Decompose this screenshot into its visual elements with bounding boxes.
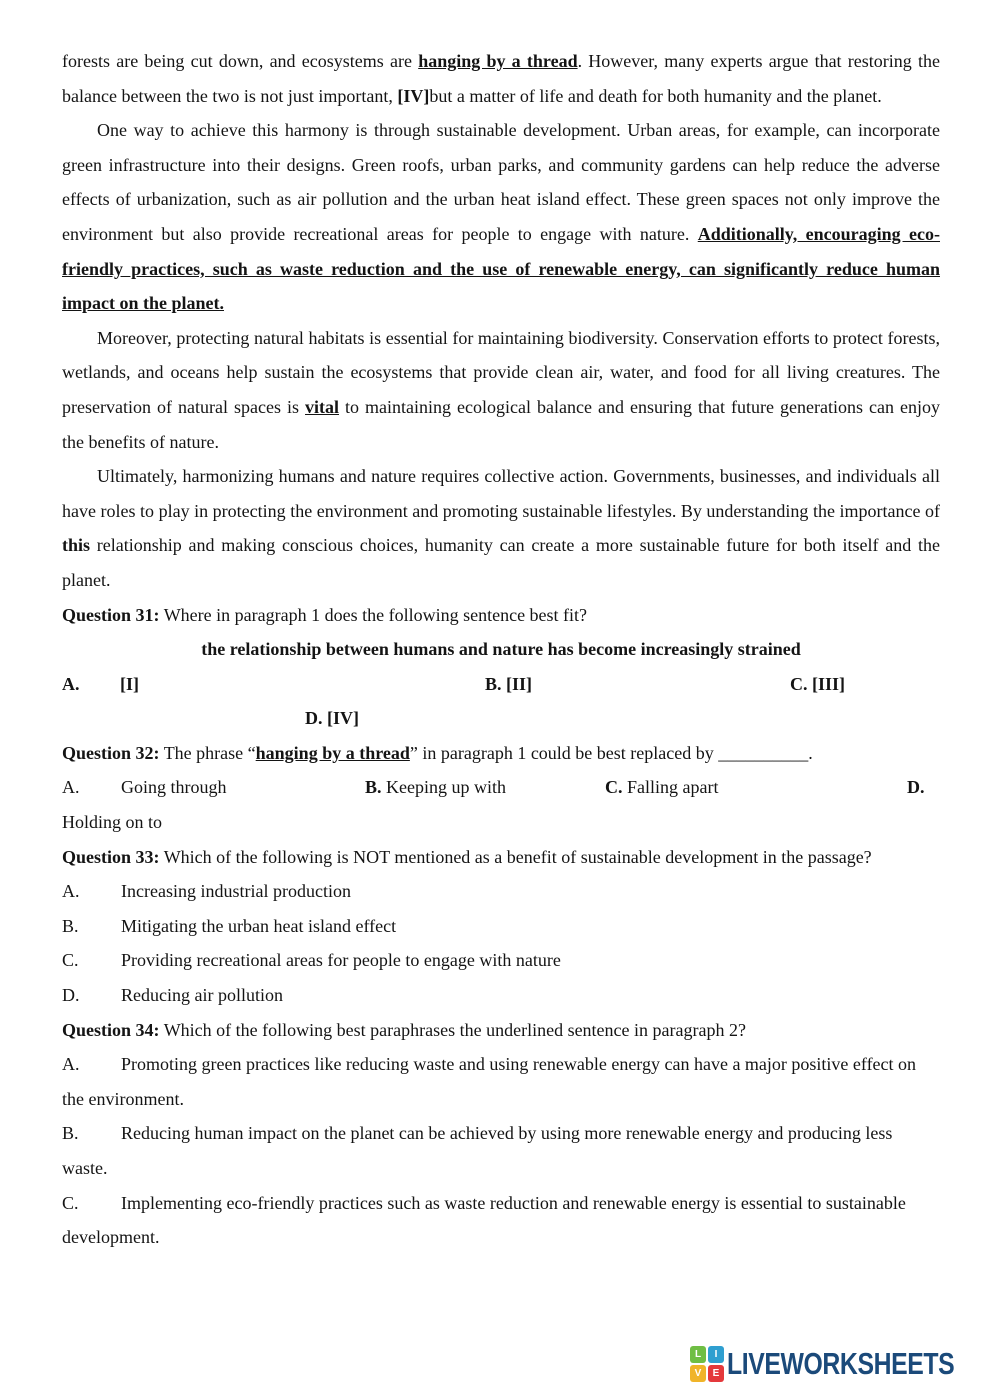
q33-option-b[interactable] (62, 909, 940, 944)
question-31-options-row-1 (62, 667, 940, 702)
question-34-label: Question 34: (62, 1019, 160, 1040)
tile-letter-e: E (708, 1365, 724, 1382)
liveworksheets-wordmark: LIVEWORKSHEETS (727, 1345, 955, 1381)
q32-option-b-label: B. (365, 777, 382, 798)
passage-underlined-sentence: Additionally, encouraging eco-friendly practices, such as waste reduction and the use of renewable energy, can significantly reduce human impact on the planet. (62, 223, 940, 314)
q31-option-d[interactable] (305, 701, 359, 736)
question-32-text: ” in paragraph 1 could be best replaced by __________. (409, 742, 813, 763)
q31-option-d-value: [IV] (327, 708, 359, 729)
q31-option-c-label: C. (790, 673, 808, 694)
liveworksheets-tiles-icon (690, 1346, 724, 1382)
tile-letter-i: I (708, 1346, 724, 1363)
passage-word-vital: vital (305, 396, 340, 417)
question-33-text: Which of the following is NOT mentioned as a benefit of sustainable development in the passage? (159, 846, 872, 867)
passage-text: . However, many experts argue that restoring the balance between the two is not just important, (62, 51, 940, 106)
passage-text: relationship and making conscious choices, humanity can create a more sustainable future for both itself and the planet. (62, 535, 940, 590)
q31-option-d-label: D. (305, 708, 323, 729)
worksheet-page (62, 44, 940, 1255)
passage-text: Moreover, protecting natural habitats is essential for maintaining biodiversity. Conservation efforts to protect forests, wetlands, and oceans help sustain the ecosystems that provide clean air, water, and food for all living creatures. The preservation of natural spaces is (62, 327, 940, 417)
q34-option-c-text: Implementing eco-friendly practices such as waste reduction and renewable energy is essential to sustainable development. (62, 1192, 906, 1248)
question-34-text: Which of the following best paraphrases the underlined sentence in paragraph 2? (159, 1019, 746, 1040)
q31-option-b-label: B. (485, 673, 502, 694)
q33-option-c-text: Providing recreational areas for people to engage with nature (121, 950, 561, 971)
q34-option-c[interactable] (62, 1186, 940, 1255)
q31-option-c[interactable] (790, 667, 845, 702)
q32-option-a-label[interactable]: A. (62, 777, 80, 798)
q33-option-d[interactable] (62, 978, 940, 1013)
passage-paragraph-1 (62, 44, 940, 113)
passage-text: Ultimately, harmonizing humans and nature requires collective action. Governments, businesses, and individuals all have roles to play in protecting the environment and promoting sustainable lifestyles. By understanding the importance of (62, 466, 940, 521)
question-32-label: Question 32: (62, 742, 160, 763)
question-31 (62, 598, 940, 633)
passage-paragraph-3 (62, 321, 940, 459)
q33-option-b-label: B. (62, 915, 79, 936)
q32-option-b-value: Keeping up with (386, 777, 506, 798)
passage-paragraph-4 (62, 459, 940, 597)
q32-option-c[interactable] (605, 770, 718, 805)
q32-option-d-label[interactable]: D. (907, 777, 925, 798)
q33-option-c[interactable] (62, 943, 940, 978)
question-31-inserted-sentence: the relationship between humans and nature has become increasingly strained (201, 639, 801, 660)
question-31-options-row-2 (62, 701, 940, 736)
q33-option-a-label: A. (62, 881, 80, 902)
passage-text: One way to achieve this harmony is through sustainable development. Urban areas, for example, can incorporate green infrastructure into their designs. Green roofs, urban parks, and community gardens can help reduce the adverse effects of urbanization, such as air pollution and the urban heat island effect. These green spaces not only improve the environment but also provide recreational areas for people to engage with nature. (62, 120, 940, 244)
q33-option-d-label: D. (62, 985, 80, 1006)
question-32 (62, 736, 940, 771)
question-32-options-row (62, 770, 940, 805)
q34-option-a-label: A. (62, 1054, 80, 1075)
question-31-label: Question 31: (62, 604, 160, 625)
q31-option-b-value: [II] (506, 673, 533, 694)
passage-text: but a matter of life and death for both humanity and the planet. (429, 85, 882, 106)
passage-marker-iv: [IV] (397, 85, 430, 106)
passage-text: to maintaining ecological balance and ensuring that future generations can enjoy the benefits of nature. (62, 396, 940, 452)
passage-text: forests are being cut down, and ecosystems are (62, 51, 419, 71)
q32-option-a-value[interactable]: Going through (121, 777, 227, 798)
q33-option-c-label: C. (62, 950, 79, 971)
q32-option-d-value[interactable]: Holding on to (62, 812, 163, 833)
question-33-label: Question 33: (62, 846, 160, 867)
q33-option-d-text: Reducing air pollution (121, 985, 283, 1006)
q34-option-a-text: Promoting green practices like reducing waste and using renewable energy can have a major positive effect on the environment. (62, 1054, 917, 1109)
passage-phrase-hanging-by-a-thread: hanging by a thread (418, 51, 578, 71)
q34-option-b[interactable] (62, 1116, 940, 1185)
q34-option-b-label: B. (62, 1123, 79, 1144)
tile-letter-v: V (690, 1365, 706, 1382)
q31-option-a-label[interactable]: A. (62, 673, 80, 694)
q33-option-b-text: Mitigating the urban heat island effect (121, 915, 397, 936)
tile-letter-l: L (690, 1346, 706, 1363)
question-32-text: The phrase “ (159, 742, 256, 763)
q34-option-b-text: Reducing human impact on the planet can be achieved by using more renewable energy and producing less waste. (62, 1123, 893, 1178)
liveworksheets-logo[interactable] (690, 1346, 1000, 1382)
passage-paragraph-2 (62, 113, 940, 321)
question-31-text: Where in paragraph 1 does the following sentence best fit? (159, 604, 588, 625)
q32-option-c-label: C. (605, 777, 623, 798)
passage-word-this: this (62, 535, 91, 556)
q32-option-b[interactable] (365, 770, 506, 805)
q31-option-a-value[interactable]: [I] (120, 673, 139, 694)
q31-option-b[interactable] (485, 667, 532, 702)
q34-option-c-label: C. (62, 1192, 79, 1213)
q34-option-a[interactable] (62, 1047, 940, 1116)
q32-option-c-value: Falling apart (627, 777, 719, 798)
q33-option-a[interactable] (62, 874, 940, 909)
question-33 (62, 840, 940, 875)
question-34 (62, 1013, 940, 1048)
question-32-quoted-phrase: hanging by a thread (255, 742, 410, 763)
q33-option-a-text: Increasing industrial production (121, 881, 351, 902)
q31-option-c-value: [III] (812, 673, 846, 694)
